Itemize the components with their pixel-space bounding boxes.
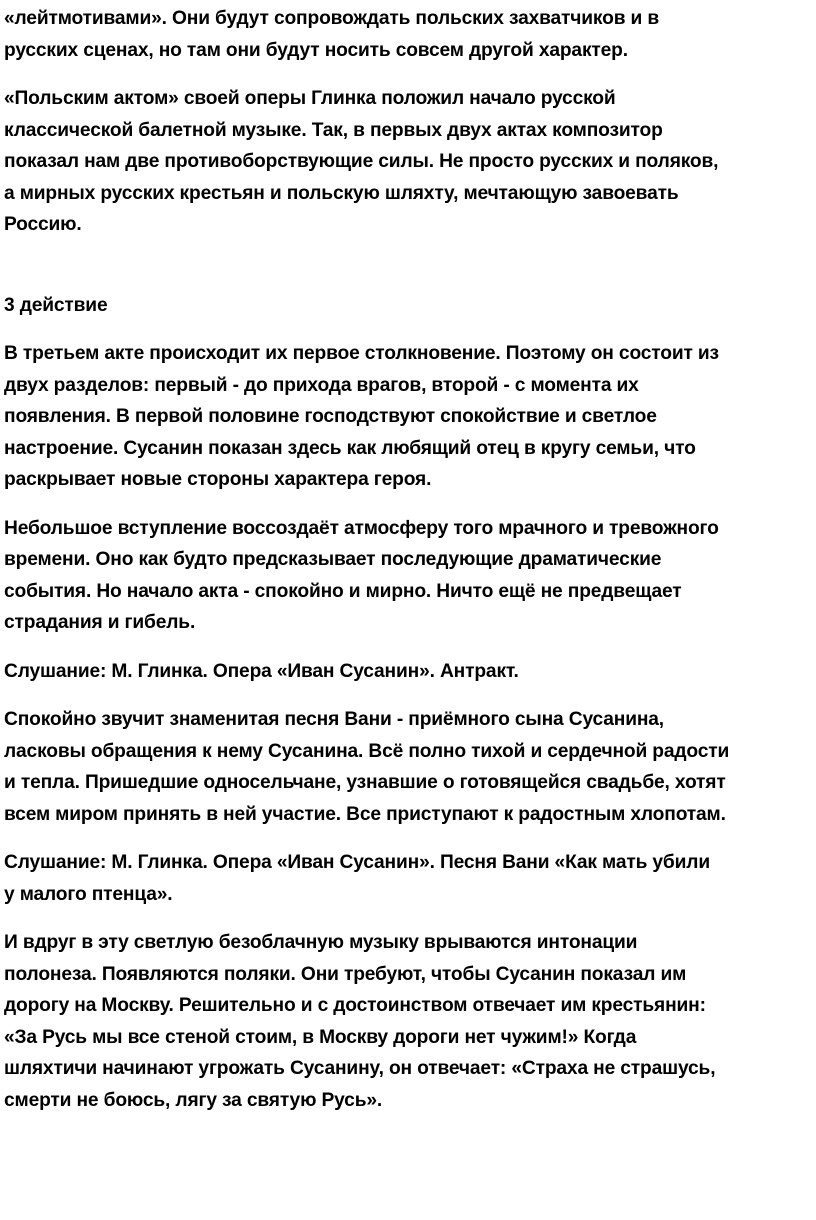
text-line: раскрывает новые стороны характера героя. xyxy=(4,469,432,490)
text-line: события. Но начало акта - спокойно и мирно. Ничто ещё не предвещает xyxy=(4,580,682,602)
text-line: В третьем акте происходит их первое столкновение. Поэтому он состоит из xyxy=(4,343,719,364)
paragraph-vanya-song xyxy=(4,704,816,830)
text-line: ласковы обращения к нему Сусанина. Всё полно тихой и сердечной радости xyxy=(4,740,730,762)
paragraph-listening-entr-acte xyxy=(4,656,816,688)
text-line: двух разделов: первый - до прихода врагов, второй - с момента их xyxy=(4,374,639,396)
text-line: «За Русь мы все стеной стоим, в Москву дороги нет чужим!» Когда xyxy=(4,1026,637,1048)
text-line: шляхтичи начинают угрожать Сусанину, он отвечает: «Страха не страшусь, xyxy=(4,1058,716,1079)
text-line: страдания и гибель. xyxy=(4,612,196,633)
section-heading xyxy=(4,290,816,322)
text-line: Слушание: М. Глинка. Опера «Иван Сусанин». Антракт. xyxy=(4,660,519,682)
heading-text: 3 действие xyxy=(4,294,108,316)
text-line: «лейтмотивами». Они будут сопровождать польских захватчиков и в xyxy=(4,8,659,29)
text-line: «Польским актом» своей оперы Глинка положил начало русской xyxy=(4,88,616,109)
text-line: И вдруг в эту светлую безоблачную музыку врываются интонации xyxy=(4,932,638,953)
text-line: времени. Оно как будто предсказывает последующие драматические xyxy=(4,549,662,570)
paragraph-listening-vanya-song xyxy=(4,847,816,910)
text-line: русских сценах, но там они будут носить совсем другой характер. xyxy=(4,39,628,61)
paragraph-intro xyxy=(4,3,816,66)
text-line: Небольшое вступление воссоздаёт атмосферу того мрачного и тревожного xyxy=(4,517,719,539)
text-line: Спокойно звучит знаменитая песня Вани - приёмного сына Сусанина, xyxy=(4,709,664,730)
paragraph-third-act xyxy=(4,338,816,496)
paragraph-polish-act xyxy=(4,83,816,241)
text-line: всем миром принять в ней участие. Все приступают к радостным хлопотам. xyxy=(4,803,726,825)
paragraph-polonaise xyxy=(4,927,816,1116)
text-line: классической балетной музыке. Так, в первых двух актах композитор xyxy=(4,119,663,141)
paragraph-introduction-music xyxy=(4,513,816,639)
text-line: полонеза. Появляются поляки. Они требуют, чтобы Сусанин показал им xyxy=(4,963,687,985)
text-line: Россию. xyxy=(4,214,82,235)
text-line: а мирных русских крестьян и польскую шляхту, мечтающую завоевать xyxy=(4,182,679,204)
text-line: и тепла. Пришедшие односельчане, узнавшие о готовящейся свадьбе, хотят xyxy=(4,772,726,793)
text-line: смерти не боюсь, лягу за святую Русь». xyxy=(4,1089,383,1111)
text-line: у малого птенца». xyxy=(4,883,173,905)
text-line: Слушание: М. Глинка. Опера «Иван Сусанин». Песня Вани «Как мать убили xyxy=(4,852,710,873)
text-line: настроение. Сусанин показан здесь как любящий отец в кругу семьи, что xyxy=(4,437,696,459)
text-line: появления. В первой половине господствуют спокойствие и светлое xyxy=(4,406,657,427)
text-line: дорогу на Москву. Решительно и с достоинством отвечает им крестьянин: xyxy=(4,995,706,1016)
text-line: показал нам две противоборствующие силы. Не просто русских и поляков, xyxy=(4,151,719,172)
